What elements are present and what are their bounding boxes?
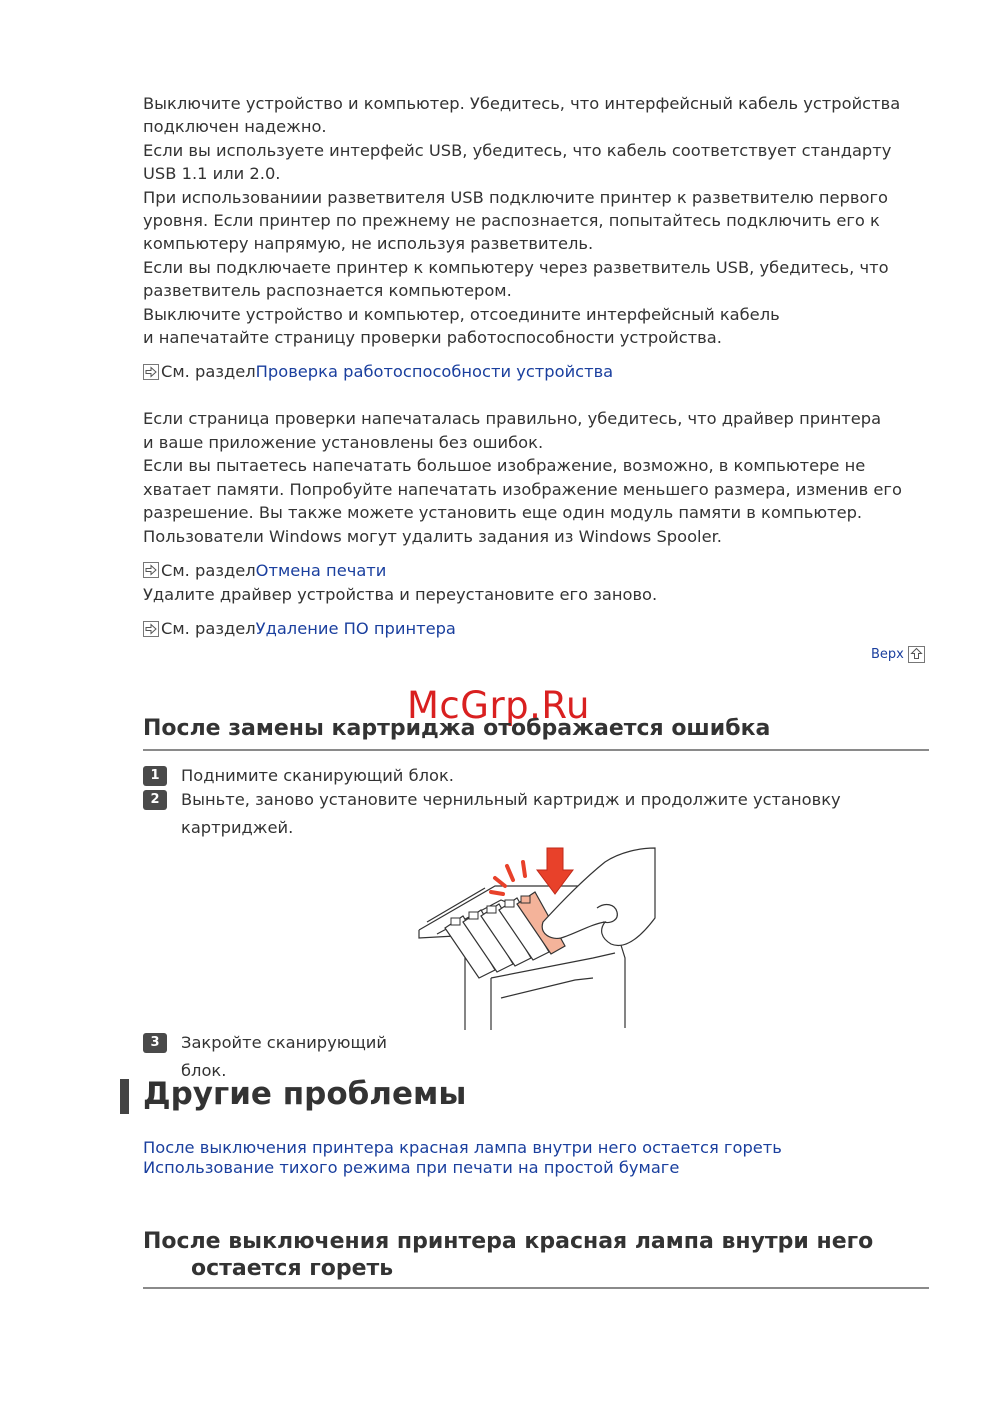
paragraph-line: и ваше приложение установлены без ошибок.	[143, 432, 544, 452]
see-also-cancel	[143, 559, 933, 582]
paragraph-line: Выключите устройство и компьютер, отсоедините интерфейсный кабель	[143, 304, 780, 324]
arrow-up-icon[interactable]	[908, 646, 925, 663]
paragraph-line: USB 1.1 или 2.0.	[143, 164, 281, 184]
paragraph-line: Если вы подключаете принтер к компьютеру через разветвитель USB, убедитесь, что	[143, 257, 889, 277]
paragraph-line: Выключите устройство и компьютер. Убедитесь, что интерфейсный кабель устройства	[143, 94, 901, 113]
step-text-line: картриджей.	[181, 818, 294, 837]
step-text-line: Закройте сканирующий	[181, 1033, 387, 1052]
step-number-badge: 1	[143, 766, 167, 786]
top-link-label[interactable]: Верх	[871, 647, 904, 662]
divider	[143, 1287, 929, 1289]
main-content	[143, 92, 933, 640]
paragraph-line: компьютеру напрямую, не используя разветвитель.	[143, 234, 594, 254]
link-uninstall-software[interactable]: Удаление ПО принтера	[255, 619, 456, 639]
step-text: Поднимите сканирующий блок.	[181, 766, 454, 785]
step-text	[181, 786, 841, 842]
paragraph-line: уровня. Если принтер по прежнему не распознается, попытайтесь подключить его к	[143, 211, 880, 231]
step-number-badge: 3	[143, 1033, 167, 1053]
paragraph-line: подключен надежно.	[143, 117, 327, 137]
heading-accent-bar	[120, 1079, 129, 1114]
step-number-badge: 2	[143, 790, 167, 810]
see-also-prefix: См. раздел	[161, 619, 256, 639]
link-selftest[interactable]: Проверка работоспособности устройства	[255, 362, 614, 382]
see-also-selftest	[143, 360, 933, 383]
link-quiet-mode[interactable]: Использование тихого режима при печати на простой бумаге	[143, 1158, 680, 1177]
see-also-prefix: См. раздел	[161, 362, 256, 382]
paragraph-line: и напечатайте страницу проверки работоспособности устройства.	[143, 328, 722, 348]
see-also-prefix: См. раздел	[161, 560, 256, 580]
paragraph-line: хватает памяти. Попробуйте напечатать изображение меньшего размера, изменив его	[143, 479, 902, 499]
paragraph-line: Если вы пытаетесь напечатать большое изображение, возможно, в компьютере не	[143, 456, 866, 476]
paragraph-line: Удалите драйвер устройства и переустановите его заново.	[143, 584, 658, 604]
arrow-right-icon	[143, 562, 159, 578]
page-heading-other-problems: Другие проблемы	[143, 1076, 467, 1112]
step-text-line: блок.	[181, 1061, 227, 1080]
heading-line: После выключения принтера красная лампа внутри него	[143, 1229, 874, 1254]
link-red-lamp[interactable]: После выключения принтера красная лампа внутри него остается гореть	[143, 1138, 782, 1157]
paragraph-line: Пользователи Windows могут удалить задания из Windows Spooler.	[143, 526, 722, 546]
paragraph-line: разветвитель распознается компьютером.	[143, 281, 512, 301]
heading-line: остается гореть	[191, 1256, 394, 1281]
see-also-uninstall	[143, 617, 933, 640]
paragraph-line: При использованиии разветвителя USB подключите принтер к разветвителю первого	[143, 187, 888, 207]
section2-text	[143, 407, 933, 547]
step-2	[143, 789, 841, 842]
section1-text	[143, 92, 933, 349]
back-to-top[interactable]	[871, 646, 1000, 663]
divider	[143, 749, 929, 751]
watermark: McGrp.Ru	[407, 684, 590, 727]
paragraph-line: Если вы используете интерфейс USB, убедитесь, что кабель соответствует стандарту	[143, 140, 892, 160]
paragraph-line: Если страница проверки напечаталась правильно, убедитесь, что драйвер принтера	[143, 409, 882, 429]
section-heading-cartridge-error: После замены картриджа отображается ошибка	[143, 716, 771, 741]
section-heading-red-lamp	[143, 1228, 873, 1282]
link-cancel-printing[interactable]: Отмена печати	[255, 560, 387, 580]
step-text-line: Выньте, заново установите чернильный картридж и продолжите установку	[181, 790, 841, 809]
arrow-right-icon	[143, 364, 159, 380]
arrow-right-icon	[143, 621, 159, 637]
paragraph-line: разрешение. Вы также можете установить еще один модуль памяти в компьютер.	[143, 503, 863, 523]
other-problems-links	[143, 1138, 782, 1178]
cartridge-replacement-illustration	[415, 838, 660, 1033]
